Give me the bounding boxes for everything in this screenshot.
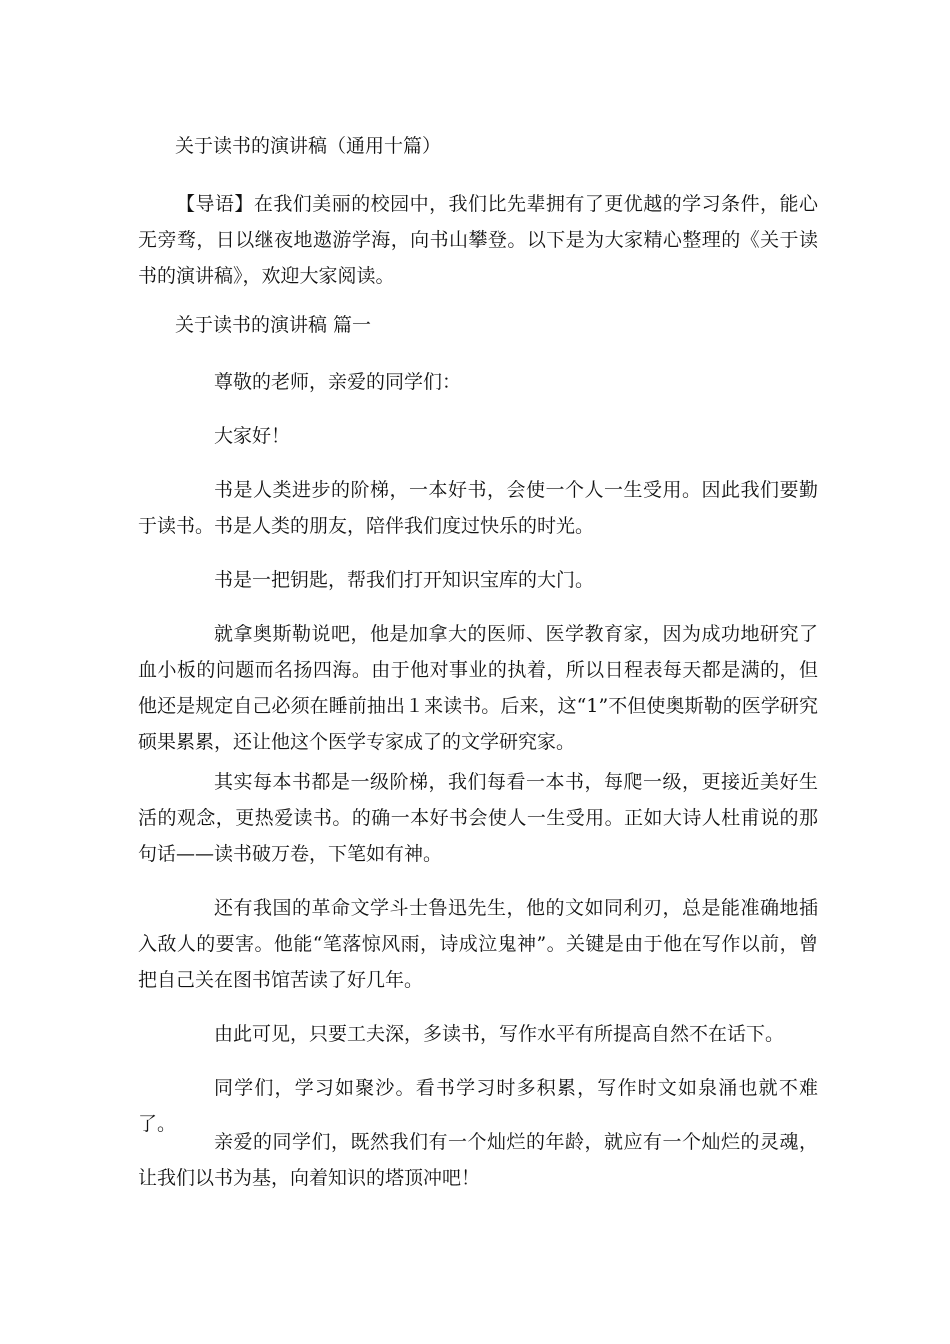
- intro-paragraph: 【导语】在我们美丽的校园中，我们比先辈拥有了更优越的学习条件，能心无旁骛，日以继夜地遨游学海，向书山攀登。以下是为大家精心整理的《关于读书的演讲稿》，欢迎大家阅读。: [138, 193, 818, 287]
- greeting: 大家好！: [214, 425, 291, 447]
- section-heading: 关于读书的演讲稿 篇一: [175, 314, 372, 336]
- closing-paragraph: 亲爱的同学们，既然我们有一个灿烂的年龄，就应有一个灿烂的灵魂，让我们以书为基，向着知识的塔顶冲吧！: [138, 1131, 818, 1189]
- body-paragraph: 同学们，学习如聚沙。看书学习时多积累，写作时文如泉涌也就不难了。: [138, 1077, 818, 1135]
- body-paragraph: 就拿奥斯勒说吧，他是加拿大的医师、医学教育家，因为成功地研究了血小板的问题而名扬四海。由于他对事业的执着，所以日程表每天都是满的，但他还是规定自己必须在睡前抽出１来读书。后来，这“1”不但使奥斯勒的医学研究硕果累累，还让他这个医学专家成了的文学研究家。: [138, 623, 818, 753]
- body-paragraph: 书是一把钥匙，帮我们打开知识宝库的大门。: [214, 569, 595, 591]
- body-paragraph: 其实每本书都是一级阶梯，我们每看一本书，每爬一级，更接近美好生活的观念，更热爱读书。的确一本好书会使人一生受用。正如大诗人杜甫说的那句话——读书破万卷，下笔如有神。: [138, 771, 818, 865]
- salutation: 尊敬的老师，亲爱的同学们：: [214, 371, 462, 393]
- document-title: 关于读书的演讲稿（通用十篇）: [175, 135, 442, 157]
- body-paragraph: 书是人类进步的阶梯，一本好书，会使一个人一生受用。因此我们要勤于读书。书是人类的朋友，陪伴我们度过快乐的时光。: [138, 479, 818, 537]
- body-paragraph: 由此可见，只要工夫深，多读书，写作水平有所提高自然不在话下。: [214, 1023, 785, 1045]
- body-paragraph: 还有我国的革命文学斗士鲁迅先生，他的文如同利刃，总是能准确地插入敌人的要害。他能“笔落惊风雨，诗成泣鬼神”。关键是由于他在写作以前，曾把自己关在图书馆苦读了好几年。: [138, 897, 818, 991]
